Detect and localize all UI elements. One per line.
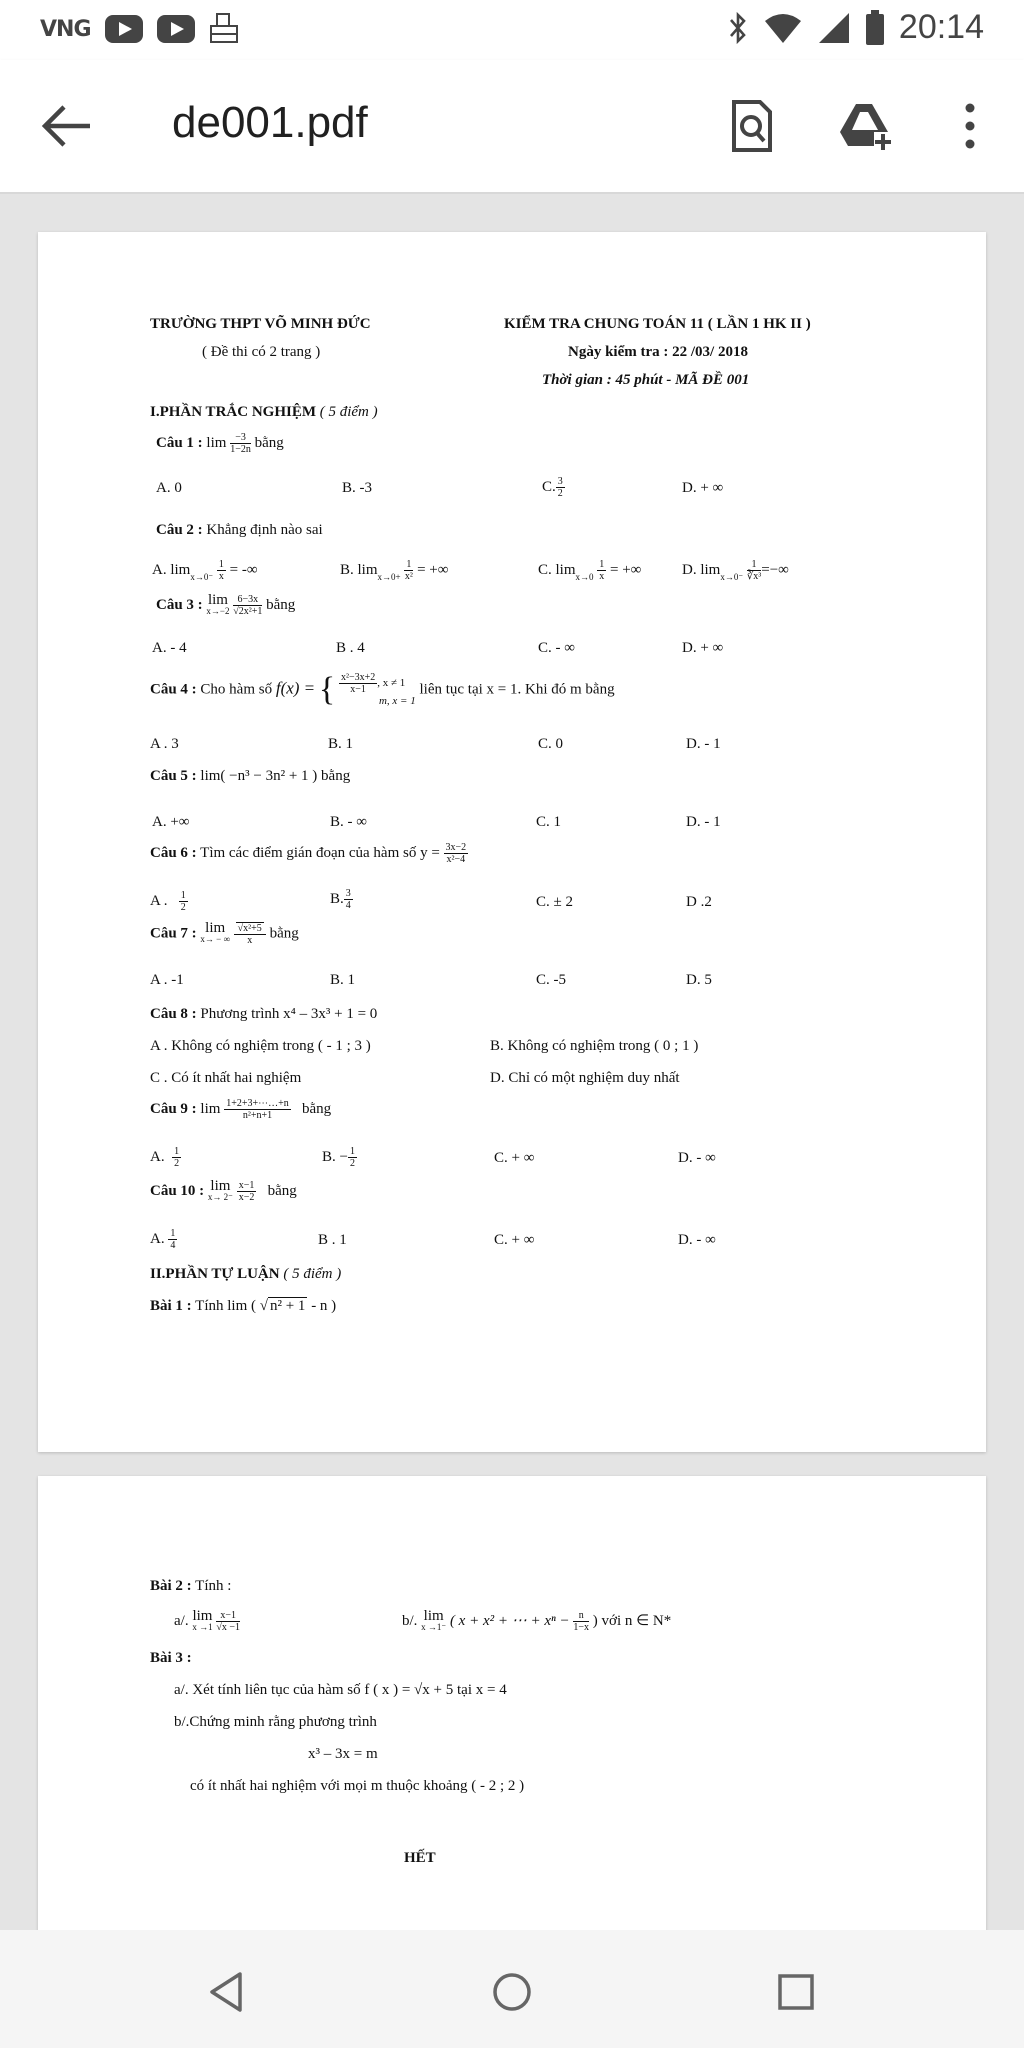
end-marker: HẾT [404, 1850, 436, 1866]
bluetooth-icon [727, 11, 749, 45]
question-10: Câu 10 : lim x→ 2⁻ $\frac{x-1}{x-2}$ bằng [150, 1177, 297, 1203]
school-name: TRƯỜNG THPT VÕ MINH ĐỨC [150, 316, 371, 332]
pdf-page-1 [38, 232, 986, 1452]
question-2: Câu 2 : Khẳng định nào sai [156, 522, 323, 538]
q10-option-c: C. + ∞ [494, 1232, 535, 1248]
print-notification-icon [209, 12, 239, 46]
q3-option-d: D. + ∞ [682, 640, 724, 656]
part1-heading [150, 404, 378, 421]
youtube-notification-icon-2 [157, 15, 195, 43]
more-options-icon[interactable] [942, 98, 998, 154]
q3-option-a: A. - 4 [152, 640, 187, 656]
question-3: Câu 3 : lim x→−2 $\frac{6-3x}{\text{√2x²+1}}$ bằng [156, 591, 296, 617]
q3-option-b: B . 4 [336, 640, 365, 656]
exercise-1: Bài 1 : Tính lim ( √ n² + 1 - n ) [150, 1298, 337, 1314]
part2-heading [150, 1266, 341, 1283]
question-6: Câu 6 : Tìm các điểm gián đoạn của hàm số y = $\frac{3x-2}{\text{x²−4}}$ [150, 842, 467, 865]
exercise-3-condition: có ít nhất hai nghiệm với mọi m thuộc khoảng ( - 2 ; 2 ) [190, 1778, 525, 1794]
carrier-logo: VNG [40, 16, 91, 42]
q5-option-b: B. - ∞ [330, 814, 367, 830]
home-nav-icon[interactable] [490, 1970, 534, 2014]
exercise-2a: a/. lim x →1 $\frac{x-1}{√x -1}$ [174, 1607, 240, 1633]
q2-option-d: D. lim x→0⁻ $\frac{1}{\text{∛x³}}$ =−∞ [682, 559, 789, 582]
question-7: Câu 7 : lim x→ − ∞ $\frac{\text{√x²+5}}{x}$ bằng [150, 920, 299, 946]
q10-option-b: B . 1 [318, 1232, 347, 1248]
q6-option-a: A . $\frac{1}{2}$ [150, 890, 186, 913]
question-8: Câu 8 : Phương trình x⁴ – 3x³ + 1 = 0 [150, 1006, 378, 1022]
q6-option-d: D .2 [686, 894, 712, 910]
pdf-viewer[interactable] [0, 194, 1024, 1930]
q4-option-a: A . 3 [150, 736, 179, 752]
document-title: de001.pdf [172, 98, 368, 147]
wifi-icon [763, 11, 803, 45]
q10-option-a: A. $\frac{1}{4}$ [150, 1228, 176, 1251]
exam-date: Ngày kiểm tra : 22 /03/ 2018 [568, 344, 748, 360]
part2-title: II.PHẦN TỰ LUẬN [150, 1266, 280, 1282]
q10-option-d: D. - ∞ [678, 1232, 716, 1248]
q5-option-d: D. - 1 [686, 814, 721, 830]
q7-option-d: D. 5 [686, 972, 712, 988]
q1-option-a: A. 0 [156, 480, 182, 496]
clock: 20:14 [898, 8, 984, 46]
q4-option-b: B. 1 [328, 736, 354, 752]
youtube-notification-icon [105, 15, 143, 43]
q8-option-a: A . Không có nghiệm trong ( - 1 ; 3 ) [150, 1038, 371, 1054]
question-9: Câu 9 : lim $\frac{1+2+3+\cdots\dots+n}{\text{n²+n+1}}$ bằng [150, 1098, 332, 1121]
question-1: Câu 1 : lim $\frac{-3}{1-2n}$ bằng [156, 432, 284, 455]
q9-option-b: B. − $\frac{1}{2}$ [322, 1146, 355, 1169]
q2-option-a: A. lim x→0⁻ $\frac{1}{x}$ = -∞ [152, 559, 258, 582]
q3-option-c: C. - ∞ [538, 640, 575, 656]
q8-option-d: D. Chỉ có một nghiệm duy nhất [490, 1070, 680, 1086]
recents-nav-icon[interactable] [774, 1970, 818, 2014]
q6-option-c: C. ± 2 [536, 894, 573, 910]
q7-option-c: C. -5 [536, 972, 566, 988]
pdf-page-2 [38, 1476, 986, 1936]
q9-option-a: A. $\frac{1}{2}$ [150, 1146, 180, 1169]
q8-option-b: B. Không có nghiệm trong ( 0 ; 1 ) [490, 1038, 699, 1054]
part1-points: ( 5 điểm ) [319, 404, 378, 420]
pages-note: ( Đề thi có 2 trang ) [202, 344, 321, 360]
q1-option-d: D. + ∞ [682, 480, 724, 496]
exercise-2: Bài 2 : Tính : [150, 1578, 232, 1594]
q7-option-a: A . -1 [150, 972, 184, 988]
battery-icon [865, 10, 885, 46]
exercise-3-equation: x³ – 3x = m [308, 1746, 378, 1762]
q5-option-a: A. +∞ [152, 814, 190, 830]
exam-title: KIỂM TRA CHUNG TOÁN 11 ( LẦN 1 HK II ) [504, 316, 811, 332]
question-4: Câu 4 : Cho hàm số f(x) = { $\frac{\text{x²−3x+2}}{x-1}$ , x ≠ 1 m, x = 1 liên tục tại x = 1. Khi đó m bằng [150, 671, 615, 708]
exercise-3: Bài 3 : [150, 1650, 192, 1666]
q4-option-d: D. - 1 [686, 736, 721, 752]
q6-option-b: B. $\frac{3}{4}$ [330, 888, 351, 911]
back-arrow-icon[interactable] [40, 102, 92, 150]
q7-option-b: B. 1 [330, 972, 356, 988]
navigation-bar [0, 1930, 1024, 2048]
q9-option-d: D. - ∞ [678, 1150, 716, 1166]
q4-option-c: C. 0 [538, 736, 564, 752]
q5-option-c: C. 1 [536, 814, 562, 830]
q1-option-b: B. -3 [342, 480, 372, 496]
app-bar [0, 60, 1024, 194]
q8-option-c: C . Có ít nhất hai nghiệm [150, 1070, 302, 1086]
time-and-code: Thời gian : 45 phút - MÃ ĐỀ 001 [542, 372, 750, 388]
exercise-3b: b/.Chứng minh rằng phương trình [174, 1714, 377, 1730]
question-5: Câu 5 : lim( −n³ − 3n² + 1 ) bằng [150, 768, 351, 784]
find-in-document-icon[interactable] [724, 98, 780, 154]
q2-option-b: B. lim x→0+ $\frac{1}{\text{x²}}$ = +∞ [340, 559, 449, 582]
q1-option-c: C. $\frac{3}{2}$ [542, 476, 563, 499]
q9-option-c: C. + ∞ [494, 1150, 535, 1166]
signal-icon [817, 11, 851, 45]
exercise-2b: b/. lim x →1⁻ ( x + x² + ⋯ + xⁿ − $\frac{n}{1-x}$ ) với n ∈ N* [402, 1607, 672, 1633]
part1-title: I.PHẦN TRẮC NGHIỆM [150, 404, 316, 420]
exercise-3a: a/. Xét tính liên tục của hàm số f ( x ) = √x + 5 tại x = 4 [174, 1682, 507, 1698]
back-nav-icon[interactable] [206, 1970, 250, 2014]
q2-option-c: C. lim x→0 $\frac{1}{x}$ = +∞ [538, 559, 642, 582]
status-bar [0, 0, 1024, 60]
part2-points: ( 5 điểm ) [283, 1266, 342, 1282]
add-to-drive-icon[interactable] [838, 98, 894, 154]
